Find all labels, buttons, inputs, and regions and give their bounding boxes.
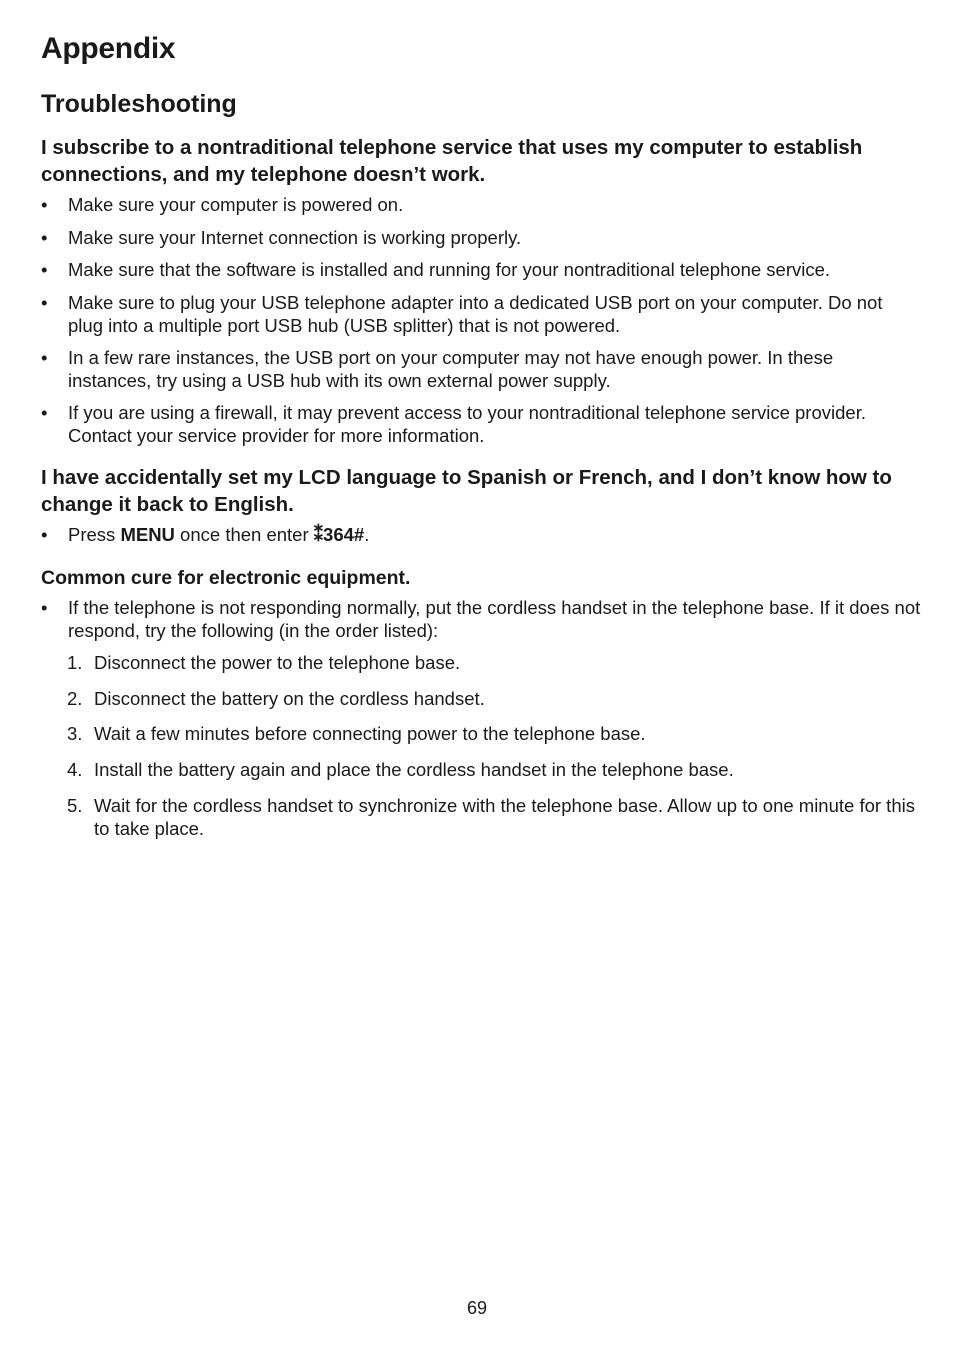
question-1-heading: I subscribe to a nontraditional telephone service that uses my computer to establish connections, and my telephone doesn’t work. (41, 136, 863, 186)
list-item: • If you are using a firewall, it may prevent access to your nontraditional telephone service provider. Contact your service provider for more information. (41, 401, 921, 447)
list-item: • If the telephone is not responding normally, put the cordless handset in the telephone base. If it does not respond, try the following (in the order listed): (41, 596, 921, 642)
list-item: • Make sure that the software is installed and running for your nontraditional telephone service. (41, 258, 921, 281)
menu-key-label: MENU (120, 524, 175, 545)
step-item: 3. Wait a few minutes before connecting power to the telephone base. (67, 723, 646, 744)
key-code: ⁑364# (313, 524, 365, 545)
question-1-bullets (41, 193, 921, 447)
step-item: 5. Wait for the cordless handset to synchronize with the telephone base. Allow up to one minute for this to take place. (67, 795, 915, 839)
question-2-bullets (41, 523, 921, 546)
list-item: • Make sure your Internet connection is working properly. (41, 226, 921, 249)
list-item: • Make sure to plug your USB telephone adapter into a dedicated USB port on your computer. Do not plug into a multiple port USB hub (USB splitter) that is not powered. (41, 291, 921, 337)
numbered-steps (41, 651, 921, 840)
question-3-heading: Common cure for electronic equipment. (41, 567, 411, 589)
list-item: • In a few rare instances, the USB port on your computer may not have enough power. In these instances, try using a USB hub with its own external power supply. (41, 346, 921, 392)
step-item: 2. Disconnect the battery on the cordless handset. (67, 688, 485, 709)
question-3-bullets (41, 596, 921, 642)
list-item: • Make sure your computer is powered on. (41, 193, 921, 216)
page-number: 69 (466, 1298, 488, 1318)
list-item: • Press MENU once then enter ⁑364#. (41, 523, 921, 546)
step-item: 1. Disconnect the power to the telephone base. (67, 652, 461, 673)
question-2-heading: I have accidentally set my LCD language to Spanish or French, and I don’t know how to change it back to English. (41, 466, 892, 516)
step-item: 4. Install the battery again and place the cordless handset in the telephone base. (67, 759, 734, 780)
subsection-title: Troubleshooting (41, 90, 237, 118)
section-title: Appendix (41, 32, 176, 65)
